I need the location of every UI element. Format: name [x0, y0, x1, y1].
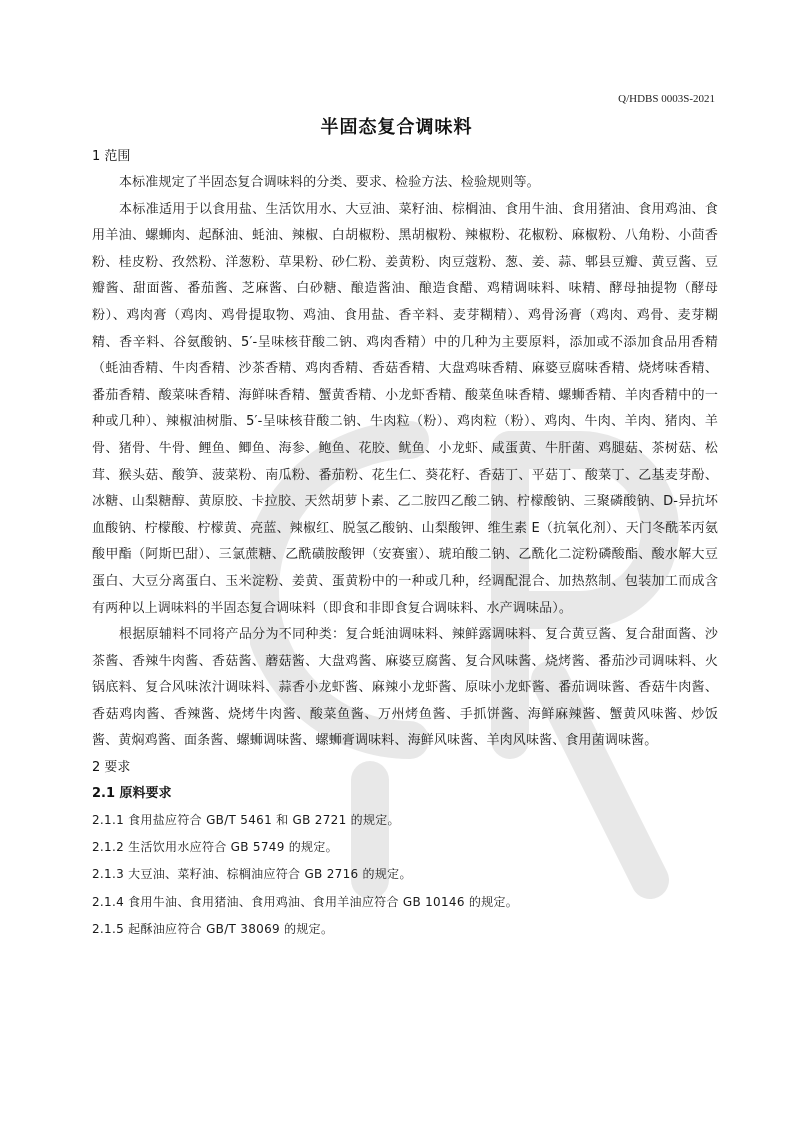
- list-item: 2.1.5 起酥油应符合 GB/T 38069 的规定。: [92, 921, 334, 936]
- list-item: 2.1.2 生活饮用水应符合 GB 5749 的规定。: [92, 840, 338, 855]
- paragraph-scope-applicability: 本标准适用于以食用盐、生活饮用水、大豆油、菜籽油、棕榈油、食用牛油、食用猪油、食用鸡油、食用羊油、螺蛳肉、起酥油、蚝油、辣椒、白胡椒粉、黑胡椒粉、辣椒粉、花椒粉、麻椒粉、八角粉、小茴香粉、桂皮粉、孜然粉、洋葱粉、草果粉、砂仁粉、姜黄粉、肉豆蔻粉、葱、姜、蒜、郫县豆瓣、黄豆酱、豆瓣酱、甜面酱、番茄酱、芝麻酱、白砂糖、酿造酱油、酿造食醋、鸡精调味料、味精、酵母抽提物（酵母粉）、鸡肉膏（鸡肉、鸡骨提取物、鸡油、食用盐、香辛料、麦芽糊精）、鸡骨汤膏（鸡肉、鸡骨、麦芽糊精、香辛料、谷氨酸钠、5′-呈味核苷酸二钠、鸡肉香精）中的几种为主要原料，添加或不添加食品用香精（蚝油香精、牛肉香精、沙茶香精、鸡肉香精、香菇香精、大盘鸡味香精、麻婆豆腐味香精、烧烤味香精、番茄香精、酸菜味香精、海鲜味香精、蟹黄香精、小龙虾香精、酸菜鱼味香精、螺蛳香精、羊肉香精中的一种或几种）、辣椒油树脂、5′-呈味核苷酸二钠、牛肉粒（粉）、鸡肉粒（粉）、鸡肉、牛肉、羊肉、猪肉、羊骨、猪骨、牛骨、鲤鱼、鲫鱼、海参、鲍鱼、花胶、鱿鱼、小龙虾、咸蛋黄、牛肝菌、鸡腿菇、茶树菇、松茸、猴头菇、酸笋、菠菜粉、南瓜粉、番茄粉、花生仁、葵花籽、香菇丁、平菇丁、酸菜丁、乙基麦芽酚、冰糖、山梨糖醇、黄原胶、卡拉胶、天然胡萝卜素、乙二胺四乙酸二钠、柠檬酸钠、三聚磷酸钠、D-异抗坏血酸钠、柠檬酸、柠檬黄、亮蓝、辣椒红、脱氢乙酸钠、山梨酸钾、维生素 E（抗氧化剂）、天门冬酰苯丙氨酸甲酯（阿斯巴甜）、三氯蔗糖、乙酰磺胺酸钾（安赛蜜）、琥珀酸二钠、乙酰化二淀粉磷酸酯、酸水解大豆蛋白、大豆分离蛋白、玉米淀粉、姜黄、蛋黄粉中的一种或几种，经调配混合、加热熬制、包装加工而成含有两种以上调味料的半固态复合调味料（即食和非即食复合调味料、水产调味品）。: [92, 201, 718, 616]
- subsection-heading-raw-materials: 2.1 原料要求: [92, 786, 172, 802]
- document-body: [92, 144, 718, 943]
- section-heading-scope: 1 范围: [92, 149, 131, 164]
- list-item: 2.1.4 食用牛油、食用猪油、食用鸡油、食用羊油应符合 GB 10146 的规定。: [92, 894, 519, 909]
- list-item: 2.1.1 食用盐应符合 GB/T 5461 和 GB 2721 的规定。: [92, 813, 400, 828]
- document-number: Q/HDBS 0003S-2021: [618, 93, 715, 105]
- paragraph-product-types: 根据原辅料不同将产品分为不同种类：复合蚝油调味料、辣鲜露调味料、复合黄豆酱、复合甜面酱、沙茶酱、香辣牛肉酱、香菇酱、蘑菇酱、大盘鸡酱、麻婆豆腐酱、复合风味酱、烧烤酱、番茄沙司调味料、火锅底料、复合风味浓汁调味料、蒜香小龙虾酱、麻辣小龙虾酱、原味小龙虾酱、番茄调味酱、香菇牛肉酱、香菇鸡肉酱、香辣酱、烧烤牛肉酱、酸菜鱼酱、万州烤鱼酱、手抓饼酱、海鲜麻辣酱、蟹黄风味酱、炒饭酱、黄焖鸡酱、面条酱、螺蛳调味酱、螺蛳膏调味料、海鲜风味酱、羊肉风味酱、食用菌调味酱。: [92, 627, 718, 749]
- list-item: 2.1.3 大豆油、菜籽油、棕榈油应符合 GB 2716 的规定。: [92, 867, 412, 882]
- paragraph-scope-intro: 本标准规定了半固态复合调味料的分类、要求、检验方法、检验规则等。: [119, 175, 540, 190]
- document-title: 半固态复合调味料: [320, 117, 473, 138]
- section-heading-requirements: 2 要求: [92, 760, 131, 776]
